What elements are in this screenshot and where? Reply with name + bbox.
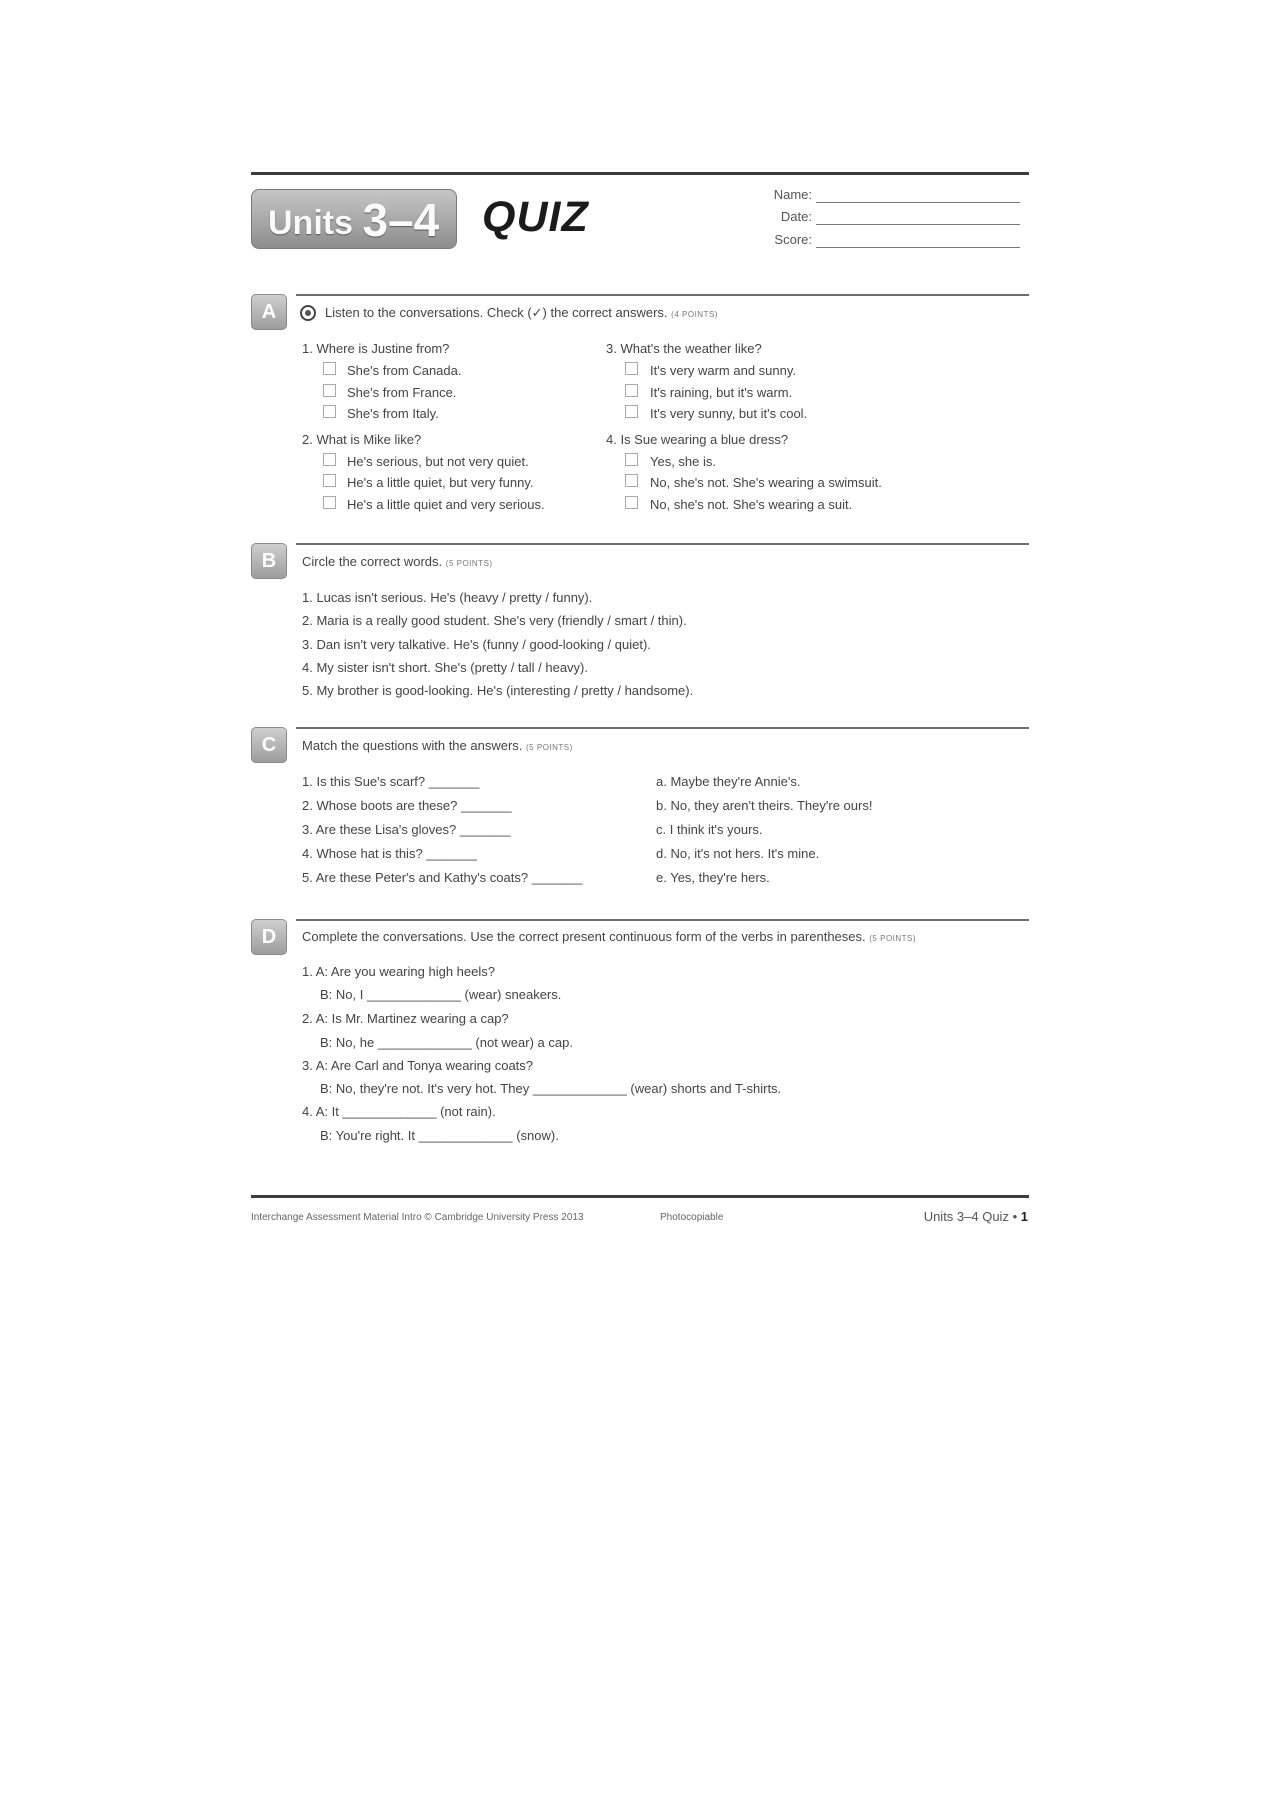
- section-b-points: (5 POINTS): [445, 559, 493, 568]
- d-line-2: B: No, I _____________ (wear) sneakers.: [320, 987, 562, 1002]
- section-c-instruction-text: Match the questions with the answers.: [302, 738, 523, 753]
- a-q1-option-3: She's from Italy.: [347, 406, 439, 421]
- name-line[interactable]: [816, 202, 1020, 203]
- units-number: 3–4: [362, 194, 440, 246]
- section-b-rule: [296, 543, 1029, 545]
- a-q4-option-3: No, she's not. She's wearing a suit.: [650, 497, 853, 512]
- a-q3-option-3: It's very sunny, but it's cool.: [650, 406, 808, 421]
- date-line[interactable]: [816, 224, 1020, 225]
- b-item-1: 1. Lucas isn't serious. He's (heavy / pretty / funny).: [302, 590, 593, 605]
- c-answer-b: b. No, they aren't theirs. They're ours!: [656, 798, 873, 813]
- a-q1-checkbox-2[interactable]: [323, 384, 336, 397]
- footer-rule: [251, 1195, 1029, 1198]
- section-d-points: (5 POINTS): [869, 934, 917, 943]
- b-item-3: 3. Dan isn't very talkative. He's (funny / good-looking / quiet).: [302, 637, 651, 652]
- score-line[interactable]: [816, 247, 1020, 248]
- c-answer-a: a. Maybe they're Annie's.: [656, 774, 801, 789]
- footer-page-number: 1: [1020, 1209, 1028, 1224]
- a-q3-checkbox-3[interactable]: [625, 405, 638, 418]
- a-q4-checkbox-3[interactable]: [625, 496, 638, 509]
- a-question-3: 3. What's the weather like?: [606, 341, 762, 356]
- a-q2-checkbox-1[interactable]: [323, 453, 336, 466]
- section-b-instruction-text: Circle the correct words.: [302, 554, 443, 569]
- section-c-points: (5 POINTS): [526, 743, 573, 752]
- a-q4-option-2: No, she's not. She's wearing a swimsuit.: [650, 475, 882, 490]
- section-d-badge: D: [251, 919, 287, 955]
- a-q2-option-1: He's serious, but not very quiet.: [347, 454, 529, 469]
- c-question-3: 3. Are these Lisa's gloves? _______: [302, 822, 511, 837]
- c-question-1: 1. Is this Sue's scarf? _______: [302, 774, 480, 789]
- units-badge: [251, 189, 457, 249]
- d-line-5: 3. A: Are Carl and Tonya wearing coats?: [302, 1058, 534, 1073]
- a-q4-option-1: Yes, she is.: [650, 454, 717, 469]
- footer-quiz-label: Units 3–4 Quiz: [923, 1209, 1009, 1224]
- a-q4-checkbox-2[interactable]: [625, 474, 638, 487]
- a-q2-checkbox-2[interactable]: [323, 474, 336, 487]
- c-question-2: 2. Whose boots are these? _______: [302, 798, 512, 813]
- section-d-rule: [296, 919, 1029, 921]
- section-c-instruction: [302, 738, 573, 753]
- d-line-6: B: No, they're not. It's very hot. They _____________ (wear) shorts and T-shirts.: [320, 1081, 782, 1096]
- score-label: Score:: [774, 232, 812, 247]
- a-question-2: 2. What is Mike like?: [302, 432, 422, 447]
- section-a-points: (4 POINTS): [671, 310, 718, 319]
- a-question-1: 1. Where is Justine from?: [302, 341, 450, 356]
- top-rule: [251, 172, 1029, 175]
- section-b-badge: B: [251, 543, 287, 579]
- score-field[interactable]: [740, 232, 1020, 250]
- units-prefix: Units: [268, 204, 353, 242]
- section-d-instruction-text: Complete the conversations. Use the correct present continuous form of the verbs in parentheses.: [302, 929, 866, 944]
- a-q1-option-1: She's from Canada.: [347, 363, 462, 378]
- section-c-rule: [296, 727, 1029, 729]
- name-field[interactable]: [740, 187, 1020, 205]
- section-a-instruction-text: Listen to the conversations. Check (✓) the correct answers.: [325, 305, 668, 320]
- a-q2-checkbox-3[interactable]: [323, 496, 336, 509]
- section-a-badge: A: [251, 294, 287, 330]
- a-q2-option-2: He's a little quiet, but very funny.: [347, 475, 534, 490]
- section-b-instruction: [302, 554, 493, 569]
- a-q2-option-3: He's a little quiet and very serious.: [347, 497, 545, 512]
- c-answer-c: c. I think it's yours.: [656, 822, 763, 837]
- d-line-7: 4. A: It _____________ (not rain).: [302, 1104, 496, 1119]
- name-label: Name:: [773, 187, 812, 202]
- b-item-4: 4. My sister isn't short. She's (pretty / tall / heavy).: [302, 660, 588, 675]
- a-q3-checkbox-1[interactable]: [625, 362, 638, 375]
- c-question-5: 5. Are these Peter's and Kathy's coats? _______: [302, 870, 583, 885]
- d-line-4: B: No, he _____________ (not wear) a cap.: [320, 1035, 573, 1050]
- c-question-4: 4. Whose hat is this? _______: [302, 846, 477, 861]
- footer-separator: •: [1012, 1209, 1018, 1224]
- a-q3-option-1: It's very warm and sunny.: [650, 363, 797, 378]
- a-q3-checkbox-2[interactable]: [625, 384, 638, 397]
- b-item-5: 5. My brother is good-looking. He's (interesting / pretty / handsome).: [302, 683, 694, 698]
- a-q1-option-2: She's from France.: [347, 385, 457, 400]
- audio-icon[interactable]: [300, 305, 316, 321]
- d-line-8: B: You're right. It _____________ (snow).: [320, 1128, 559, 1143]
- section-c-badge: C: [251, 727, 287, 763]
- date-field[interactable]: [740, 209, 1020, 227]
- footer-page-label: [924, 1209, 1028, 1224]
- c-answer-e: e. Yes, they're hers.: [656, 870, 770, 885]
- section-d-instruction: [302, 929, 916, 944]
- footer-copyright: Interchange Assessment Material Intro © Cambridge University Press 2013: [251, 1212, 584, 1223]
- date-label: Date:: [780, 209, 812, 224]
- a-q3-option-2: It's raining, but it's warm.: [650, 385, 793, 400]
- section-a-rule: [296, 294, 1029, 296]
- b-item-2: 2. Maria is a really good student. She's very (friendly / smart / thin).: [302, 613, 687, 628]
- a-question-4: 4. Is Sue wearing a blue dress?: [606, 432, 789, 447]
- d-line-3: 2. A: Is Mr. Martinez wearing a cap?: [302, 1011, 509, 1026]
- d-line-1: 1. A: Are you wearing high heels?: [302, 964, 495, 979]
- footer-photocopiable: Photocopiable: [660, 1212, 724, 1223]
- c-answer-d: d. No, it's not hers. It's mine.: [656, 846, 820, 861]
- a-q1-checkbox-1[interactable]: [323, 362, 336, 375]
- quiz-title: QUIZ: [482, 193, 589, 241]
- a-q4-checkbox-1[interactable]: [625, 453, 638, 466]
- section-a-instruction: [325, 305, 718, 321]
- a-q1-checkbox-3[interactable]: [323, 405, 336, 418]
